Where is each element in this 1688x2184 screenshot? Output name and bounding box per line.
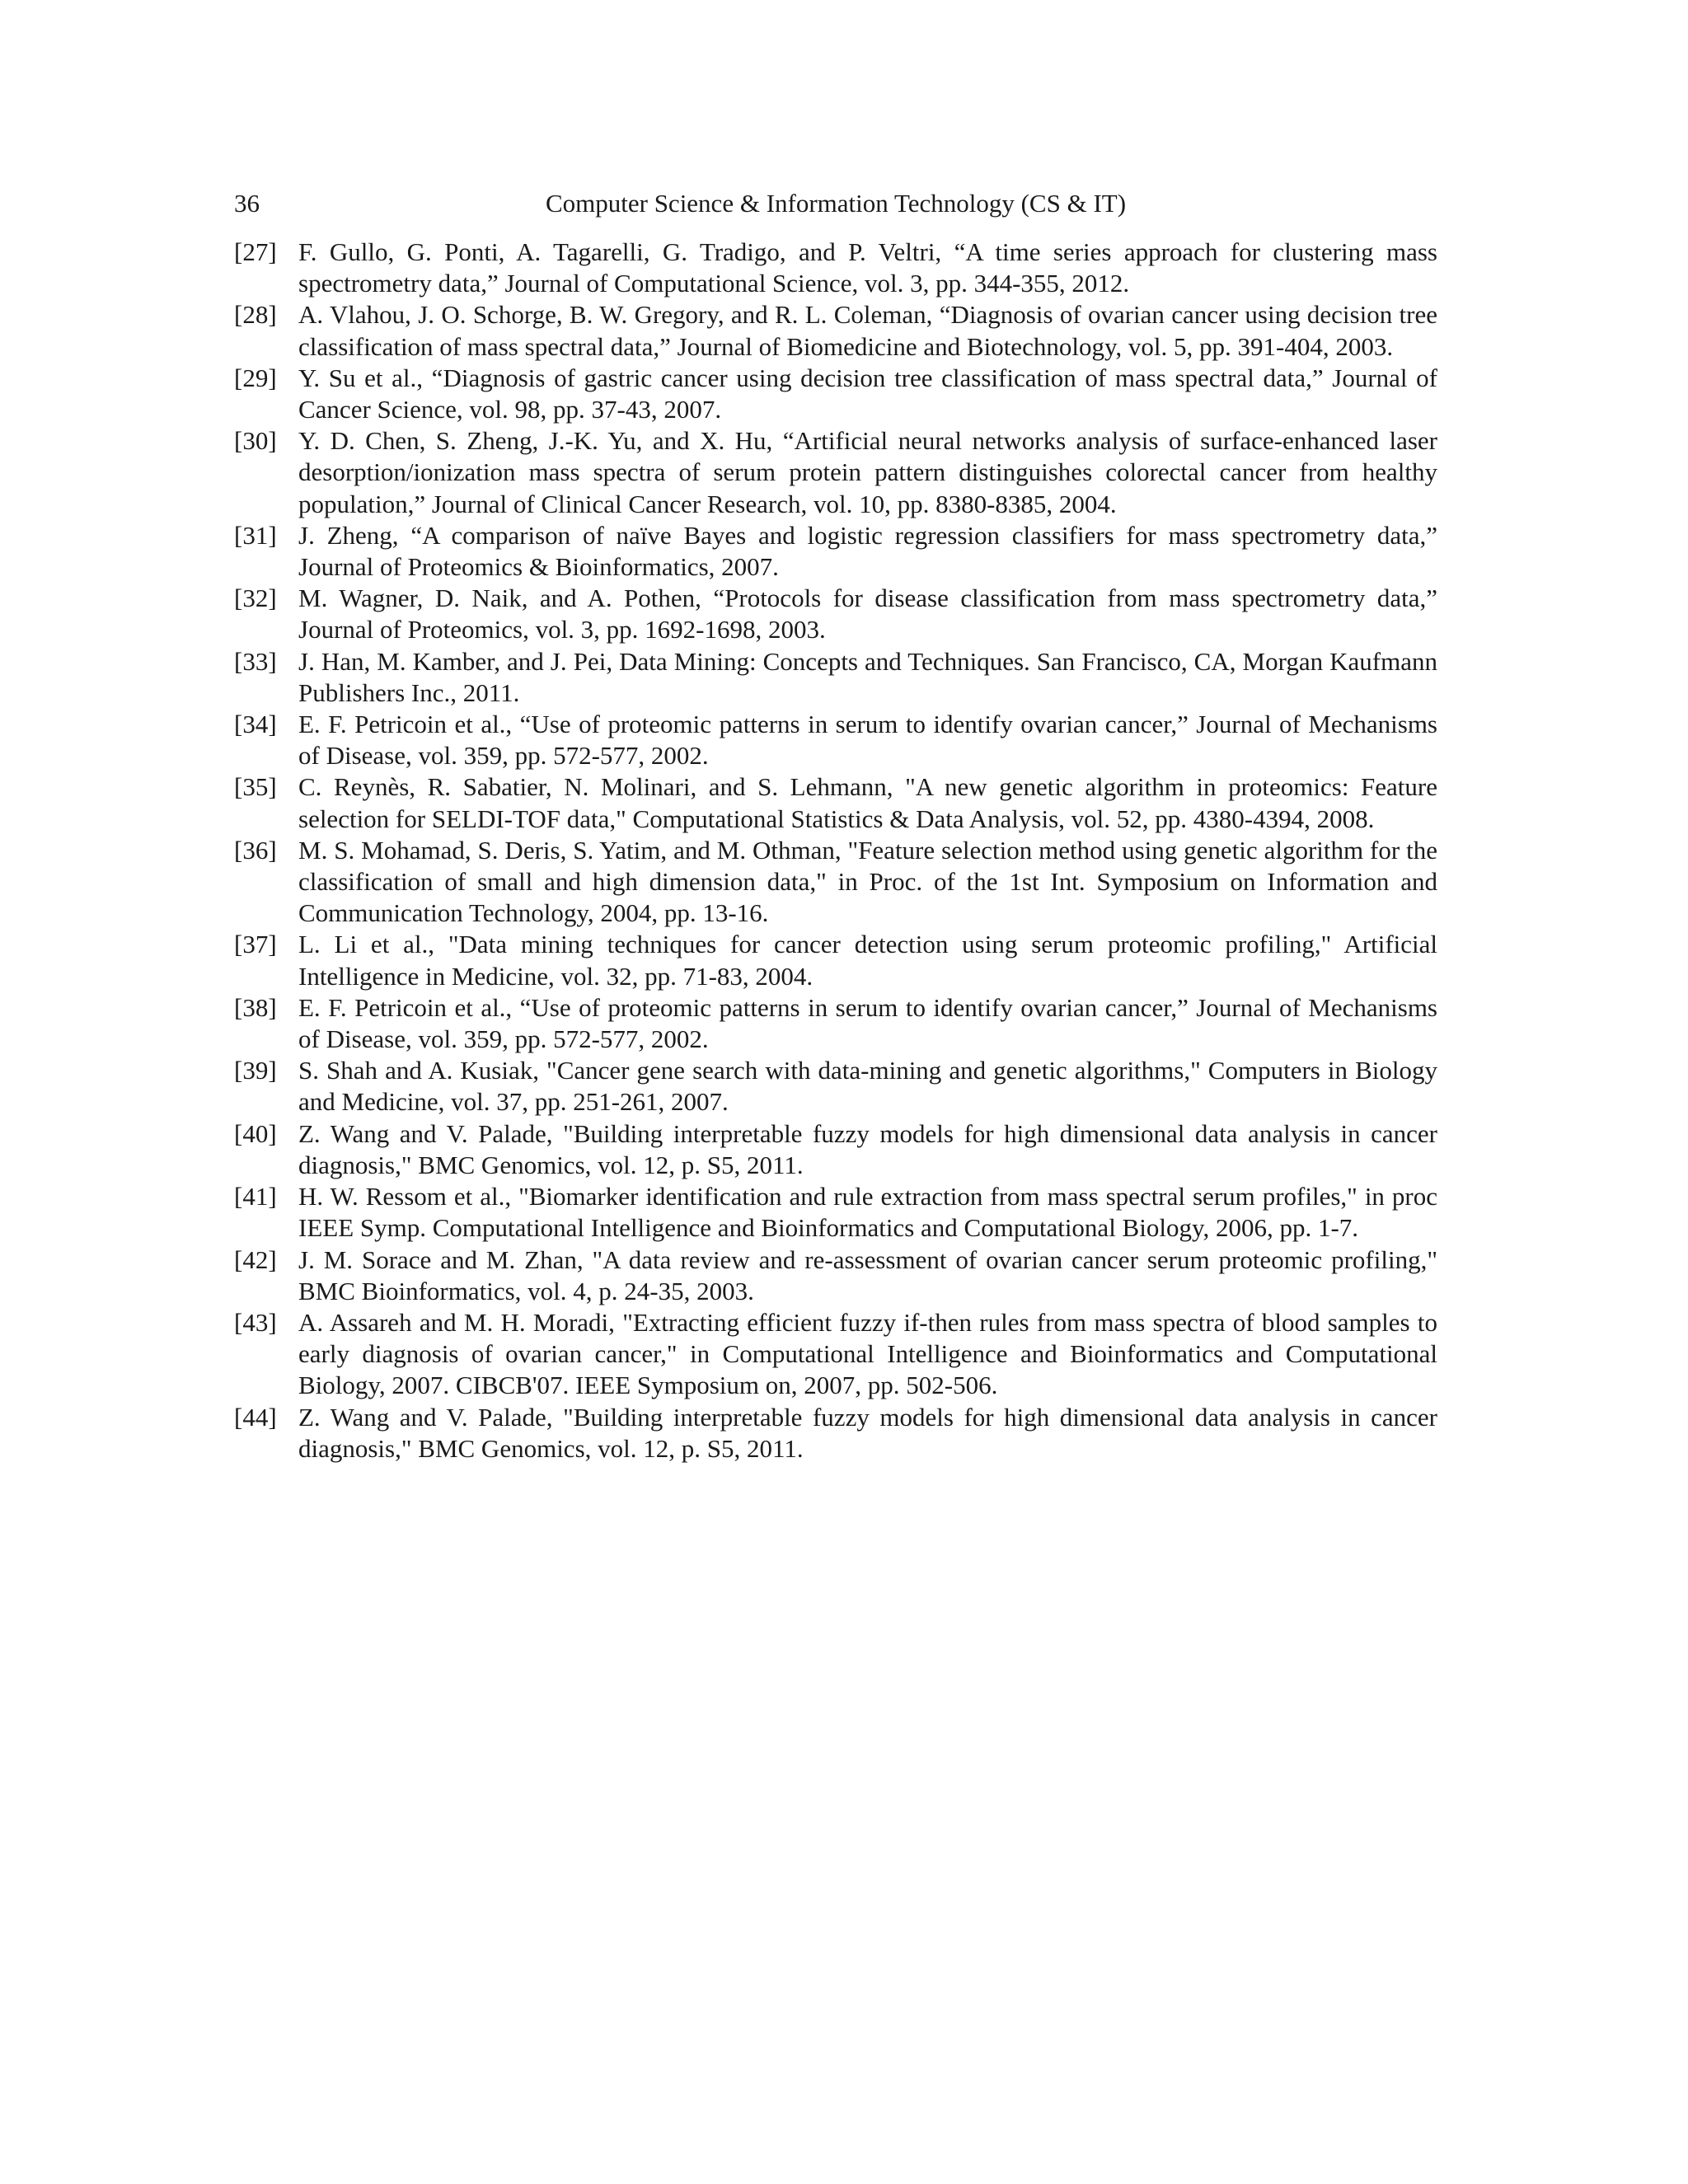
reference-text: A. Vlahou, J. O. Schorge, B. W. Gregory, and R. L. Coleman, “Diagnosis of ovarian cancer using decision tree classification of mass spectral data,” Journal of Biomedicine and Biotechnology, vol. 5, pp. 391-404, 2003.: [298, 300, 1437, 361]
reference-text: F. Gullo, G. Ponti, A. Tagarelli, G. Tradigo, and P. Veltri, “A time series approach for clustering mass spectrometry data,” Journal of Computational Science, vol. 3, pp. 344-355, 2012.: [298, 237, 1437, 298]
reference-text: A. Assareh and M. H. Moradi, "Extracting efficient fuzzy if-then rules from mass spectra of blood samples to early diagnosis of ovarian cancer," in Computational Intelligence and Bioinformatics and Computational Biology, 2007. CIBCB'07. IEEE Symposium on, 2007, pp. 502-506.: [298, 1307, 1437, 1400]
reference-number: [37]: [234, 930, 277, 959]
page-number: 36: [234, 189, 260, 218]
reference-text: L. Li et al., "Data mining techniques for cancer detection using serum proteomic profiling," Artificial Intelligence in Medicine, vol. 32, pp. 71-83, 2004.: [298, 930, 1437, 991]
reference-text: E. F. Petricoin et al., “Use of proteomic patterns in serum to identify ovarian cancer,” Journal of Mechanisms of Disease, vol. 359, pp. 572-577, 2002.: [298, 710, 1437, 771]
reference-text: Z. Wang and V. Palade, "Building interpretable fuzzy models for high dimensional data analysis in cancer diagnosis," BMC Genomics, vol. 12, p. S5, 2011.: [298, 1118, 1437, 1179]
reference-text: M. Wagner, D. Naik, and A. Pothen, “Protocols for disease classification from mass spectrometry data,” Journal of Proteomics, vol. 3, pp. 1692-1698, 2003.: [298, 583, 1437, 644]
reference-item: [234, 992, 1437, 1055]
reference-item: [234, 1244, 1437, 1307]
reference-item: [234, 1055, 1437, 1118]
reference-item: [234, 1402, 1437, 1465]
reference-item: [234, 425, 1437, 520]
reference-text: J. Zheng, “A comparison of naïve Bayes and logistic regression classifiers for mass spectrometry data,” Journal of Proteomics & Bioinformatics, 2007.: [298, 520, 1437, 582]
reference-text: J. Han, M. Kamber, and J. Pei, Data Mining: Concepts and Techniques. San Francisco, CA, Morgan Kaufmann Publishers Inc., 2011.: [298, 646, 1437, 707]
reference-text: H. W. Ressom et al., "Biomarker identification and rule extraction from mass spectral serum profiles," in proc IEEE Symp. Computational Intelligence and Bioinformatics and Computational Biology, 2006, pp. 1-7.: [298, 1182, 1437, 1243]
reference-item: [234, 583, 1437, 645]
reference-number: [42]: [234, 1244, 277, 1274]
reference-text: C. Reynès, R. Sabatier, N. Molinari, and S. Lehmann, "A new genetic algorithm in proteomics: Feature selection for SELDI-TOF data," Computational Statistics & Data Analysis, vol. 52, pp. 4380-4394, 2008.: [298, 772, 1437, 833]
reference-number: [39]: [234, 1056, 277, 1085]
reference-item: [234, 237, 1437, 299]
reference-number: [38]: [234, 992, 277, 1022]
reference-text: E. F. Petricoin et al., “Use of proteomic patterns in serum to identify ovarian cancer,” Journal of Mechanisms of Disease, vol. 359, pp. 572-577, 2002.: [298, 992, 1437, 1054]
reference-text: Y. D. Chen, S. Zheng, J.-K. Yu, and X. Hu, “Artificial neural networks analysis of surface-enhanced laser desorption/ionization mass spectra of serum protein pattern distinguishes colorectal cancer from healthy population,” Journal of Clinical Cancer Research, vol. 10, pp. 8380-8385, 2004.: [298, 426, 1437, 518]
reference-number: [34]: [234, 710, 277, 739]
reference-item: [234, 771, 1437, 834]
reference-item: [234, 1181, 1437, 1244]
reference-number: [35]: [234, 772, 277, 802]
reference-text: S. Shah and A. Kusiak, "Cancer gene search with data-mining and genetic algorithms," Computers in Biology and Medicine, vol. 37, pp. 251-261, 2007.: [298, 1056, 1437, 1117]
reference-item: [234, 709, 1437, 771]
reference-number: [44]: [234, 1402, 277, 1432]
reference-number: [43]: [234, 1307, 277, 1337]
reference-number: [36]: [234, 835, 277, 865]
reference-number: [41]: [234, 1182, 277, 1212]
reference-item: [234, 835, 1437, 930]
journal-title: Computer Science & Information Technology (CS & IT): [545, 189, 1127, 218]
reference-number: [29]: [234, 363, 277, 392]
reference-item: [234, 299, 1437, 362]
reference-text: J. M. Sorace and M. Zhan, "A data review and re-assessment of ovarian cancer serum proteomic profiling," BMC Bioinformatics, vol. 4, p. 24-35, 2003.: [298, 1244, 1437, 1305]
reference-number: [28]: [234, 300, 277, 330]
reference-number: [31]: [234, 520, 277, 550]
reference-number: [33]: [234, 646, 277, 676]
reference-item: [234, 1118, 1437, 1181]
reference-item: [234, 929, 1437, 991]
reference-text: Y. Su et al., “Diagnosis of gastric cancer using decision tree classification of mass spectral data,” Journal of Cancer Science, vol. 98, pp. 37-43, 2007.: [298, 363, 1437, 424]
reference-text: Z. Wang and V. Palade, "Building interpretable fuzzy models for high dimensional data analysis in cancer diagnosis," BMC Genomics, vol. 12, p. S5, 2011.: [298, 1402, 1437, 1463]
reference-number: [27]: [234, 237, 277, 266]
reference-number: [32]: [234, 583, 277, 613]
reference-item: [234, 363, 1437, 425]
running-header: [234, 183, 1437, 224]
reference-item: [234, 1307, 1437, 1402]
reference-item: [234, 646, 1437, 709]
reference-list: [234, 237, 1437, 1465]
reference-item: [234, 520, 1437, 583]
reference-number: [30]: [234, 426, 277, 456]
reference-text: M. S. Mohamad, S. Deris, S. Yatim, and M. Othman, "Feature selection method using genetic algorithm for the classification of small and high dimension data," in Proc. of the 1st Int. Symposium on Information and Communication Technology, 2004, pp. 13-16.: [298, 835, 1437, 928]
reference-number: [40]: [234, 1118, 277, 1148]
